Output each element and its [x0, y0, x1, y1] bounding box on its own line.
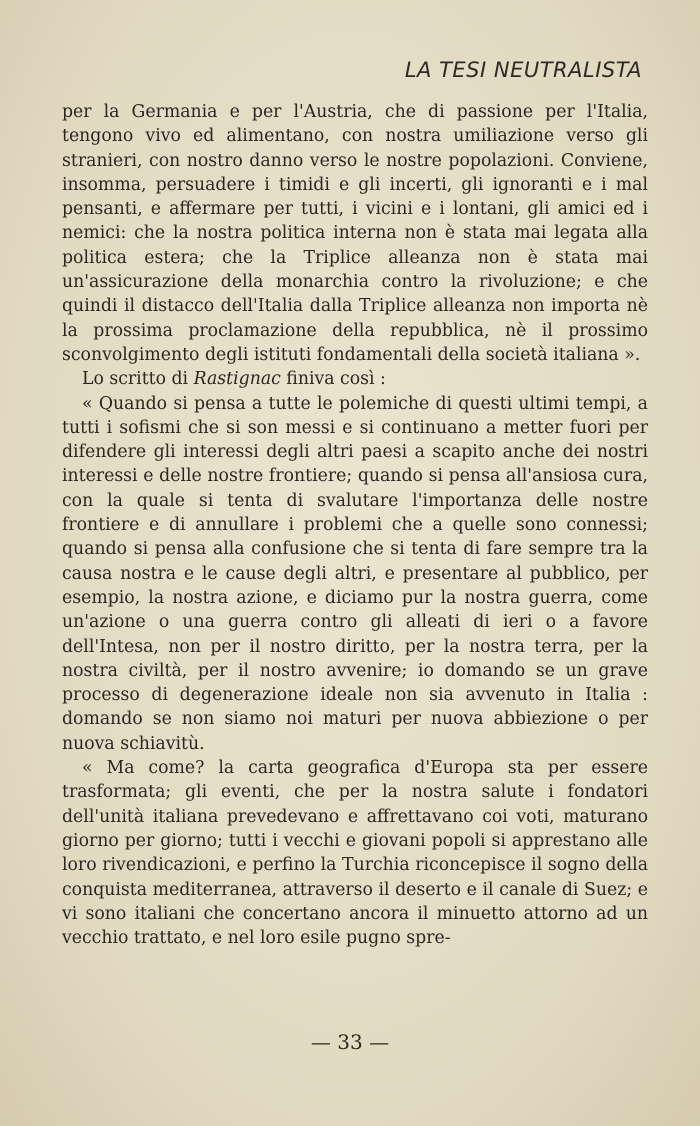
author-pseudonym: Rastignac	[193, 369, 281, 390]
intro-text-after: finiva così :	[280, 369, 386, 390]
paragraph-intro-quote	[62, 367, 648, 391]
running-header: LA TESI NEUTRALISTA	[404, 58, 642, 82]
quoted-paragraph-1: « Quando si pensa a tutte le polemiche di questi ultimi tempi, a tutti i sofismi che si son messi e si continuano a metter fuori per difendere gli interessi degli altri paesi a scapito anche dei nostri interessi e delle nostre frontiere; quando si pensa all'ansiosa cura, con la quale si tenta di svalutare l'importanza delle nostre frontiere e di annullare i problemi che a quelle sono connessi; quando si pensa alla confusione che si tenta di fare sempre tra la causa nostra e le cause degli altri, e presentare al pubblico, per esempio, la nostra azione, e diciamo pur la nostra guerra, come un'azione o una guerra contro gli alleati di ieri o a favore dell'Intesa, non per il nostro diritto, per la nostra terra, per la nostra civiltà, per il nostro avvenire; io domando se un grave processo di degenerazione ideale non sia avvenuto in Italia : domando se non siamo noi maturi per nuova abbiezione o per nuova schiavitù.	[62, 393, 648, 754]
intro-text-before: Lo scritto di	[82, 369, 194, 390]
paragraph-continued: per la Germania e per l'Austria, che di passione per l'Italia, tengono vivo ed alimentano, con nostra umiliazione verso gli stranieri, con nostro danno verso le nostre popolazioni. Conviene, insomma, persuadere i timidi e gli incerti, gli ignoranti e i mal pensanti, e affermare per tutti, i vicini e i lontani, gli amici ed i nemici: che la nostra politica interna non è stata mai legata alla politica estera; che la Triplice alleanza non è stata mai un'assicurazione della monarchia contro la rivoluzione; e che quindi il distacco dell'Italia dalla Triplice alleanza non importa nè la prossima proclamazione della repubblica, nè il prossimo sconvolgimento degli istituti fondamentali della società italiana ».	[62, 102, 648, 365]
page-body	[62, 100, 648, 950]
quoted-paragraph-2: « Ma come? la carta geografica d'Europa sta per essere trasformata; gli eventi, che per la nostra salute i fondatori dell'unità italiana prevedevano e affrettavano coi voti, maturano giorno per giorno; tutti i vecchi e giovani popoli si apprestano alle loro rivendicazioni, e perfino la Turchia riconcepisce il sogno della conquista mediterranea, attraverso il deserto e il canale di Suez; e vi sono italiani che concertano ancora il minuetto attorno ad un vecchio trattato, e nel loro esile pugno spre-	[62, 758, 648, 949]
page-number: — 33 —	[310, 1030, 390, 1054]
